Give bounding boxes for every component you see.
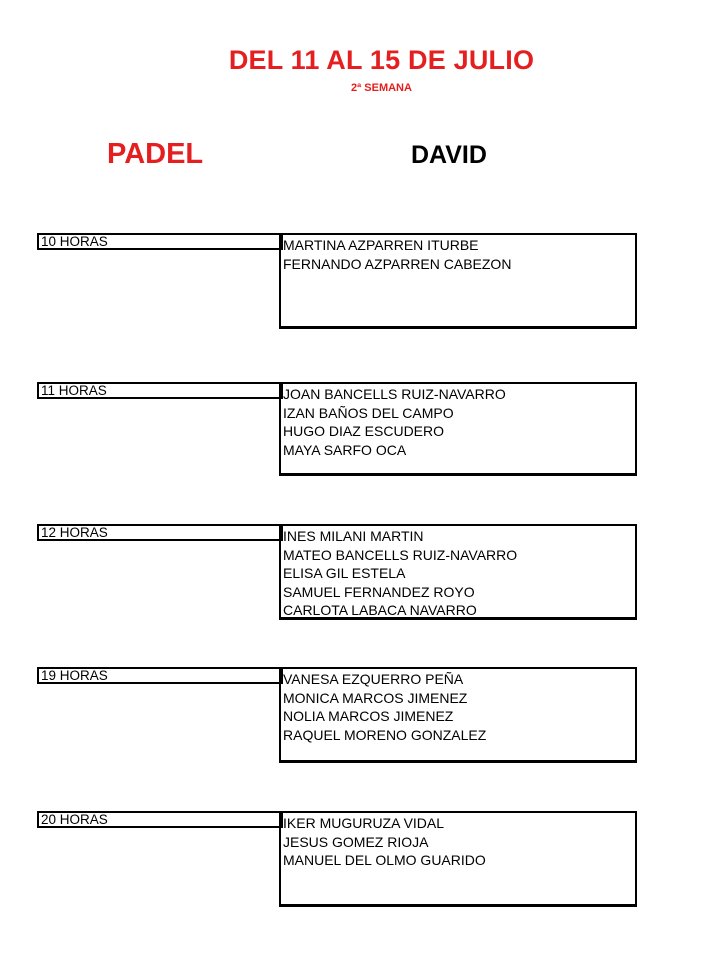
- hour-label: 20 HORAS: [37, 811, 283, 828]
- hour-label: 19 HORAS: [37, 667, 283, 684]
- participant-name: MAYA SARFO OCA: [283, 441, 407, 458]
- page-title: DEL 11 AL 15 DE JULIO: [228, 45, 535, 75]
- participant-list: [279, 811, 637, 907]
- participant-name: CARLOTA LABACA NAVARRO: [283, 602, 477, 618]
- participant-name: JOAN BANCELLS RUIZ-NAVARRO: [283, 386, 506, 402]
- participant-name: RAQUEL MORENO GONZALEZ: [283, 726, 487, 743]
- participant-name: NOLIA MARCOS JIMENEZ: [283, 708, 454, 724]
- sport-label: PADEL: [107, 138, 204, 170]
- hour-label: 12 HORAS: [37, 524, 283, 541]
- participant-name: ELISA GIL ESTELA: [283, 565, 406, 581]
- participant-name: FERNANDO AZPARREN CABEZON: [283, 255, 512, 272]
- page-header: [18, 45, 727, 94]
- participant-name: VANESA EZQUERRO PEÑA: [283, 671, 464, 687]
- participant-name: MONICA MARCOS JIMENEZ: [283, 689, 468, 706]
- participant-name: IZAN BAÑOS DEL CAMPO: [283, 404, 454, 421]
- participant-name: JESUS GOMEZ RIOJA: [283, 833, 429, 850]
- participant-name: SAMUEL FERNANDEZ ROYO: [283, 583, 475, 600]
- coach-label: DAVID: [411, 141, 487, 169]
- participant-list: [279, 667, 637, 763]
- page-subtitle: 2ª SEMANA: [351, 82, 412, 94]
- hour-label: 11 HORAS: [37, 382, 283, 399]
- participant-name: INES MILANI MARTIN: [283, 528, 424, 544]
- participant-name: MARTINA AZPARREN ITURBE: [283, 237, 479, 253]
- participant-name: MANUEL DEL OLMO GUARIDO: [283, 852, 486, 868]
- participant-name: MATEO BANCELLS RUIZ-NAVARRO: [283, 546, 518, 563]
- participant-name: HUGO DIAZ ESCUDERO: [283, 423, 445, 439]
- participant-name: IKER MUGURUZA VIDAL: [283, 815, 445, 831]
- participant-list: [279, 524, 637, 620]
- participant-list: [279, 233, 637, 329]
- hour-label: 10 HORAS: [37, 233, 283, 250]
- participant-list: [279, 382, 637, 476]
